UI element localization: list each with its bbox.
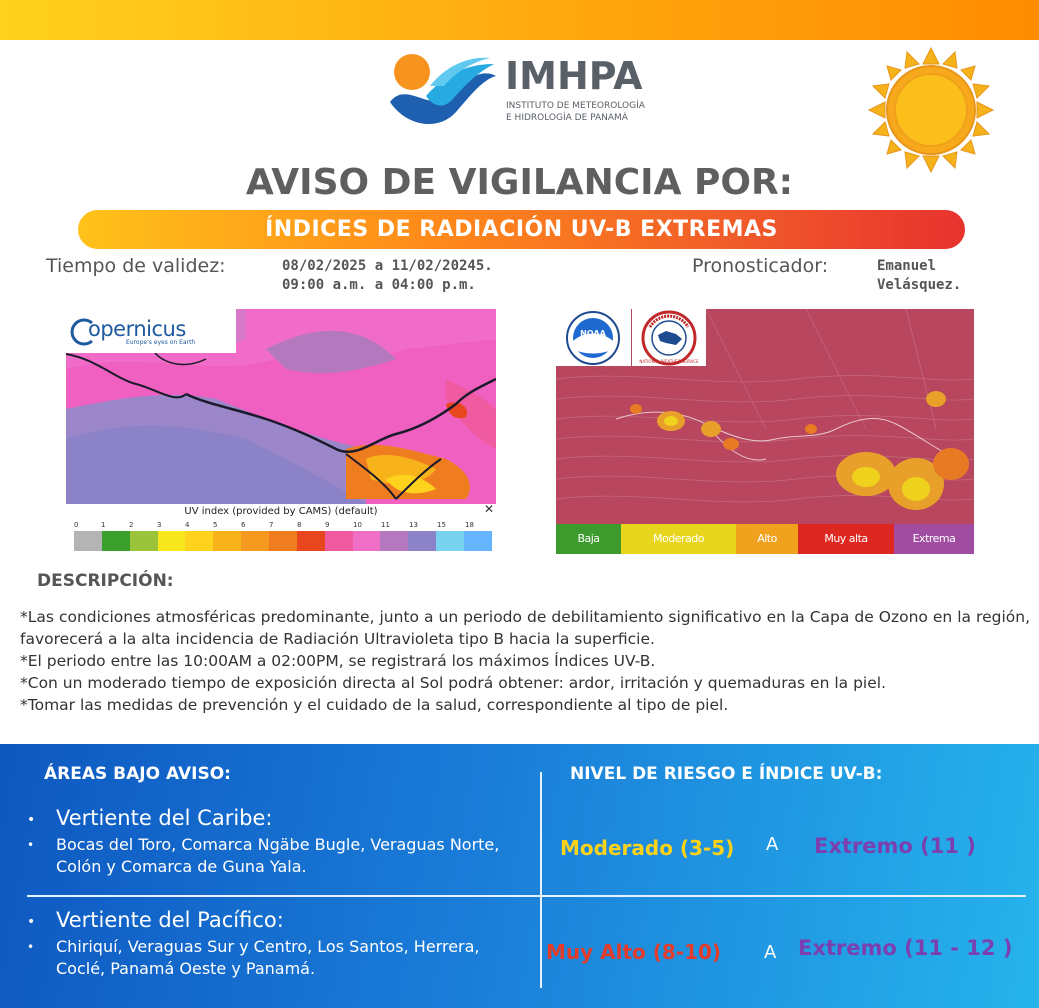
- uv-tick: 5: [213, 521, 218, 529]
- nws-text: NATIONAL WEATHER SERVICE: [639, 359, 699, 364]
- logo-subtitle: [506, 100, 676, 124]
- uv-scale-swatch: [241, 531, 269, 551]
- uv-scale-swatch: [158, 531, 186, 551]
- nws-icon: [632, 309, 706, 366]
- areas-title: ÁREAS BAJO AVISO:: [44, 764, 231, 784]
- logo-subtitle-line2: E HIDROLOGÍA DE PANAMÁ: [506, 113, 628, 123]
- validity-label: Tiempo de validez:: [46, 255, 226, 277]
- uv-tick: 6: [241, 521, 246, 529]
- uv-scale-swatch: [353, 531, 381, 551]
- risk-connector: A: [766, 834, 779, 855]
- uv-tick: 13: [409, 521, 418, 529]
- bullet-icon: •: [27, 838, 35, 852]
- uv-scale-swatch: [464, 531, 492, 551]
- risk-scale-segment: Alto: [736, 524, 798, 554]
- risk-scale-segment: Baja: [556, 524, 621, 554]
- validity-value: [282, 257, 493, 295]
- uv-tick: 7: [269, 521, 274, 529]
- sun-icon: [860, 46, 1002, 174]
- logo-subtitle-line1: INSTITUTO DE METEOROLOGÍA: [506, 101, 645, 111]
- description-title: DESCRIPCIÓN:: [37, 571, 174, 591]
- description-item: *Con un moderado tiempo de exposición directa al Sol podrá obtener: ardor, irritación y quemaduras en la piel.: [20, 674, 886, 692]
- forecaster-value: [877, 257, 961, 295]
- copernicus-uv-map: [66, 309, 496, 554]
- uv-tick: 11: [381, 521, 390, 529]
- region-detail-caribe: Bocas del Toro, Comarca Ngäbe Bugle, Veraguas Norte, Colón y Comarca de Guna Yala.: [56, 835, 500, 876]
- noaa-uv-map: [556, 309, 974, 554]
- page-headline: AVISO DE VIGILANCIA POR:: [245, 162, 794, 203]
- validity-dates: 08/02/2025 a 11/02/20245.: [282, 258, 493, 274]
- bullet-icon: •: [27, 812, 36, 828]
- uv-tick: 4: [185, 521, 190, 529]
- panel-divider-vertical: [540, 772, 542, 988]
- areas-risk-panel: [0, 744, 1039, 1008]
- logo-title: IMHPA: [505, 54, 643, 98]
- noaa-text: NOAA: [580, 329, 606, 338]
- uv-tick: 1: [101, 521, 106, 529]
- description-item: *Las condiciones atmosféricas predominante, junto a un periodo de debilitamiento significativo en la Capa de Ozono en la región, favorecerá a la alta incidencia de Radiación Ultravioleta tipo B hacia la superficie.: [20, 608, 1030, 648]
- bullet-icon: •: [27, 914, 36, 930]
- uv-tick: 8: [297, 521, 302, 529]
- region-detail-pacifico: Chiriquí, Veraguas Sur y Centro, Los Santos, Herrera, Coclé, Panamá Oeste y Panamá.: [56, 937, 480, 978]
- uv-scale-swatch: [380, 531, 408, 551]
- description-item: *El periodo entre las 10:00AM a 02:00PM, se registrará los máximos Índices UV-B.: [20, 652, 656, 670]
- uv-scale-swatch: [436, 531, 464, 551]
- risk-connector: A: [764, 942, 777, 963]
- uv-color-scale: [74, 531, 492, 551]
- forecaster-label: Pronosticador:: [692, 255, 829, 277]
- uv-tick: 10: [353, 521, 362, 529]
- noaa-icon: [556, 309, 631, 366]
- uv-tick: 2: [129, 521, 134, 529]
- uv-scale-swatch: [325, 531, 353, 551]
- risk-title: NIVEL DE RIESGO E ÍNDICE UV-B:: [570, 764, 883, 784]
- uv-scale-title: UV index (provided by CAMS) (default): [184, 506, 378, 517]
- copernicus-logo-name: opernicus: [88, 317, 186, 341]
- imhpa-wave-icon: [386, 50, 498, 130]
- risk-scale-segment: Extrema: [894, 524, 974, 554]
- uv-scale-swatch: [213, 531, 241, 551]
- uv-tick: 0: [74, 521, 79, 529]
- risk-level-to: Extremo (11 ): [814, 834, 976, 858]
- region-name-pacifico: Vertiente del Pacífico:: [56, 908, 284, 932]
- noaa-logo: [556, 309, 631, 366]
- uv-scale-ticks: [74, 521, 494, 531]
- uv-tick: 3: [157, 521, 162, 529]
- uv-scale-swatch: [408, 531, 436, 551]
- imhpa-logo: [386, 50, 666, 130]
- risk-color-scale: [556, 524, 974, 554]
- uv-scale-swatch: [130, 531, 158, 551]
- uv-scale-swatch: [269, 531, 297, 551]
- risk-scale-segment: Muy alta: [798, 524, 894, 554]
- close-icon[interactable]: ✕: [484, 502, 495, 516]
- warning-banner: ÍNDICES DE RADIACIÓN UV-B EXTREMAS: [78, 210, 965, 249]
- uv-scale-swatch: [297, 531, 325, 551]
- uv-tick: 15: [437, 521, 446, 529]
- uv-scale-swatch: [74, 531, 102, 551]
- forecaster-first-name: Emanuel: [877, 258, 937, 274]
- validity-hours: 09:00 a.m. a 04:00 p.m.: [282, 277, 476, 293]
- uv-scale-swatch: [102, 531, 130, 551]
- uv-tick: 9: [325, 521, 330, 529]
- description-item: *Tomar las medidas de prevención y el cuidado de la salud, correspondiente al tipo de piel.: [20, 696, 729, 714]
- region-name-caribe: Vertiente del Caribe:: [56, 806, 273, 830]
- bullet-icon: •: [27, 940, 35, 954]
- risk-scale-segment: Moderado: [621, 524, 736, 554]
- risk-level-to: Extremo (11 - 12 ): [798, 936, 1013, 960]
- forecaster-last-name: Velásquez.: [877, 277, 962, 293]
- risk-level-from: Moderado (3-5): [560, 836, 735, 860]
- copernicus-logo-tagline: Europe's eyes on Earth: [126, 339, 196, 346]
- top-color-bar: [0, 0, 1039, 40]
- risk-level-from: Muy Alto (8-10): [546, 940, 722, 964]
- copernicus-logo: [66, 309, 236, 353]
- uv-scale-swatch: [185, 531, 213, 551]
- uv-tick: 18: [465, 521, 474, 529]
- nws-logo: [632, 309, 706, 366]
- panel-divider-horizontal: [27, 895, 1026, 897]
- description-body: [20, 606, 1030, 716]
